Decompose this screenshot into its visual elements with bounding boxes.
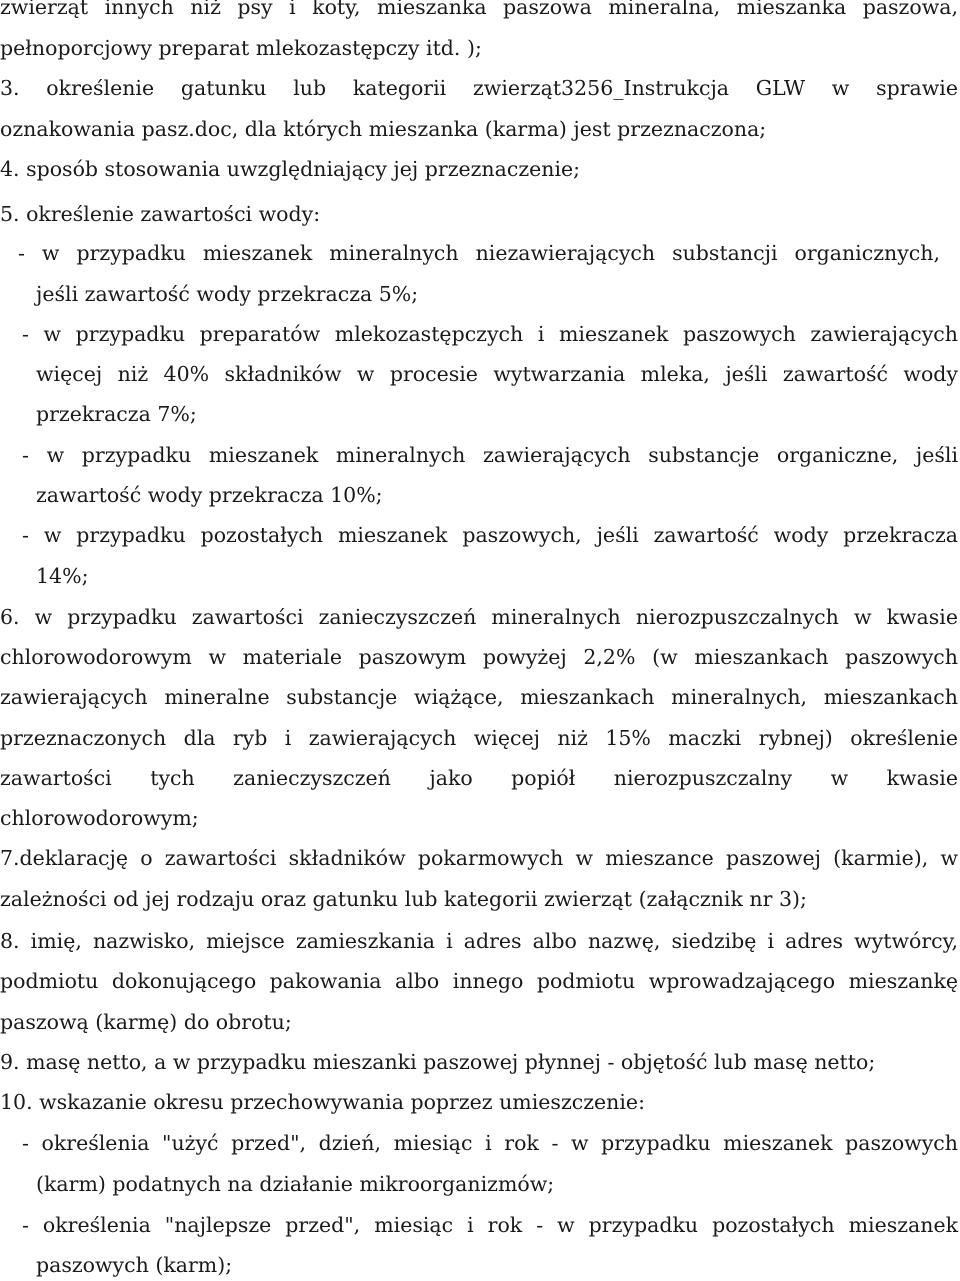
- text-line: przekracza 7%;: [36, 402, 197, 426]
- text-line: zwierząt innych niż psy i koty, mieszanka paszowa mineralna, mieszanka paszowa,: [0, 0, 958, 19]
- text-line: więcej niż 40% składników w procesie wytwarzania mleka, jeśli zawartość wody: [36, 362, 958, 386]
- text-line: chlorowodorowym w materiale paszowym powyżej 2,2% (w mieszankach paszowych: [0, 645, 958, 669]
- text-line: zależności od jej rodzaju oraz gatunku lub kategorii zwierząt (załącznik nr 3);: [0, 887, 807, 911]
- text-line: 10. wskazanie okresu przechowywania poprzez umieszczenie:: [0, 1090, 645, 1114]
- text-line: - w przypadku pozostałych mieszanek paszowych, jeśli zawartość wody przekracza: [22, 523, 958, 547]
- text-line: - określenia "najlepsze przed", miesiąc i rok - w przypadku pozostałych mieszanek: [22, 1213, 958, 1237]
- text-line: zawierających mineralne substancje wiążące, mieszankach mineralnych, mieszankach: [0, 685, 958, 709]
- text-line: 5. określenie zawartości wody:: [0, 202, 321, 226]
- text-line: podmiotu dokonującego pakowania albo innego podmiotu wprowadzającego mieszankę: [0, 969, 958, 993]
- text-line: pełnoporcjowy preparat mlekozastępczy itd. );: [0, 36, 482, 60]
- text-line: 3. określenie gatunku lub kategorii zwierząt3256_Instrukcja GLW w sprawie: [0, 76, 958, 100]
- text-line: zawartość wody przekracza 10%;: [36, 483, 383, 507]
- text-line: 6. w przypadku zawartości zanieczyszczeń mineralnych nierozpuszczalnych w kwasie: [0, 605, 958, 629]
- text-line: - w przypadku mieszanek mineralnych niezawierających substancji organicznych,: [18, 241, 940, 265]
- text-line: przeznaczonych dla ryb i zawierających więcej niż 15% maczki rybnej) określenie: [0, 726, 958, 750]
- text-line: oznakowania pasz.doc, dla których mieszanka (karma) jest przeznaczona;: [0, 117, 767, 141]
- text-line: (karm) podatnych na działanie mikroorganizmów;: [36, 1172, 555, 1196]
- text-line: 8. imię, nazwisko, miejsce zamieszkania i adres albo nazwę, siedzibę i adres wytwórcy,: [0, 929, 958, 953]
- text-line: jeśli zawartość wody przekracza 5%;: [36, 282, 419, 306]
- text-line: 4. sposób stosowania uwzględniający jej przeznaczenie;: [0, 157, 581, 181]
- text-line: 7.deklarację o zawartości składników pokarmowych w mieszance paszowej (karmie), w: [0, 846, 958, 870]
- text-line: chlorowodorowym;: [0, 806, 199, 830]
- text-line: - w przypadku mieszanek mineralnych zawierających substancje organiczne, jeśli: [22, 443, 958, 467]
- text-line: 14%;: [36, 564, 89, 588]
- text-line: - w przypadku preparatów mlekozastępczych i mieszanek paszowych zawierających: [22, 322, 958, 346]
- text-line: 9. masę netto, a w przypadku mieszanki paszowej płynnej - objętość lub masę netto;: [0, 1050, 876, 1074]
- text-line: paszową (karmę) do obrotu;: [0, 1010, 292, 1034]
- text-line: paszowych (karm);: [36, 1253, 233, 1277]
- text-line: zawartości tych zanieczyszczeń jako popiół nierozpuszczalny w kwasie: [0, 766, 958, 790]
- text-line: - określenia "użyć przed", dzień, miesiąc i rok - w przypadku mieszanek paszowych: [22, 1131, 958, 1155]
